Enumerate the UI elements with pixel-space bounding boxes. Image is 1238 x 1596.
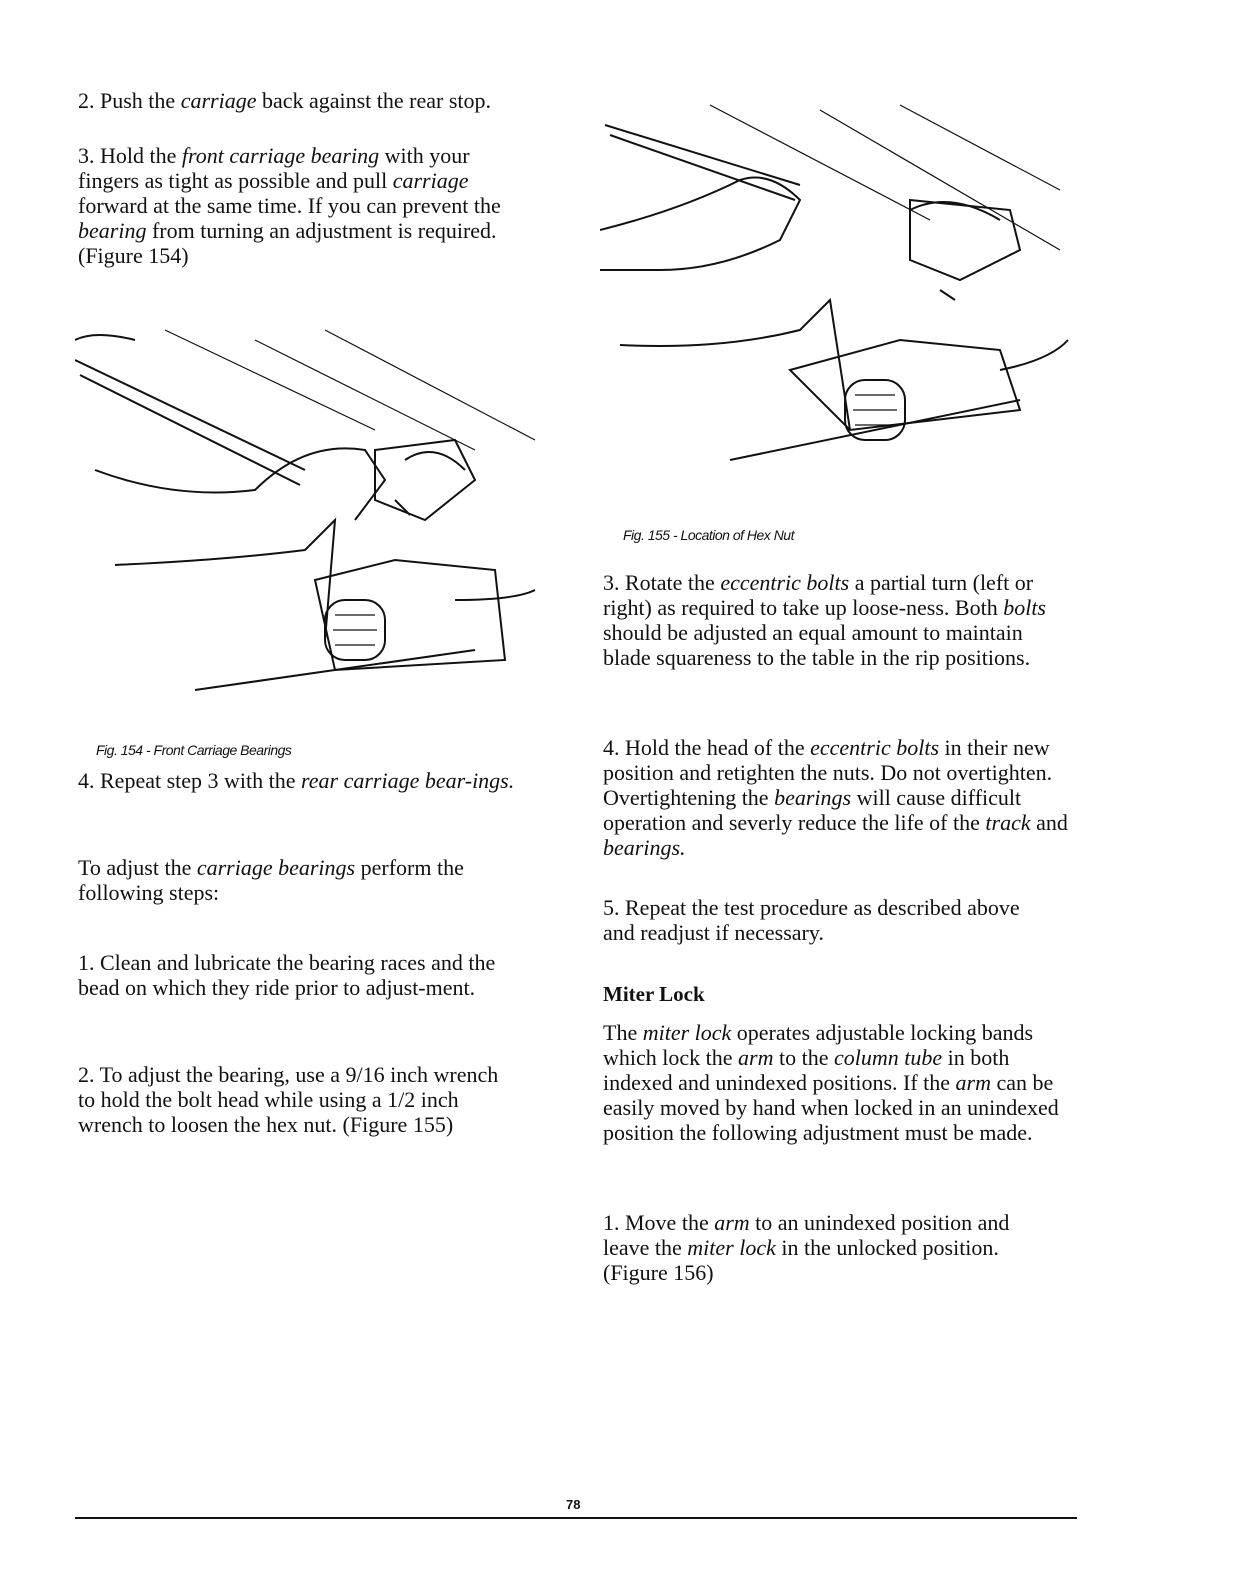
text-segment: forward at the same time. If you can prevent the — [78, 193, 501, 218]
text-segment: The — [603, 1020, 643, 1045]
emphasized-term: miter lock — [687, 1235, 776, 1260]
text-segment: should be adjusted an equal amount to maintain blade squareness to the table in the rip positions. — [603, 620, 1031, 670]
emphasized-term: bolts — [1003, 595, 1046, 620]
text-segment: 5. Repeat the test procedure as described above and readjust if necessary. — [603, 895, 1020, 945]
figure-155-caption: Fig. 155 - Location of Hex Nut — [623, 527, 794, 543]
text-segment: to an unindexed position and leave the — [603, 1210, 1010, 1260]
miter-lock-description — [603, 1020, 1068, 1145]
figure-155-hex-nut-location — [600, 100, 1070, 470]
emphasized-term: carriage — [180, 88, 257, 113]
emphasized-term: bearings. — [603, 835, 686, 860]
step-2-push-carriage — [78, 88, 548, 113]
step-2-adjust-wrench — [78, 1062, 518, 1137]
adjust-intro — [78, 855, 528, 905]
section-heading-miter-lock: Miter Lock — [603, 982, 705, 1006]
emphasized-term: front carriage bearing — [181, 143, 380, 168]
text-segment: operates adjustable locking bands which lock the — [603, 1020, 1034, 1070]
text-segment: 3. Rotate the — [603, 570, 721, 595]
page-number: 78 — [566, 1497, 581, 1512]
text-segment: 4. Hold the head of the — [603, 735, 811, 760]
emphasized-term: miter lock — [642, 1020, 732, 1045]
text-segment: 2. To adjust the bearing, use a 9/16 inch wrench to hold the bolt head while using a 1/2 inch wrench to loosen the hex nut. (Figure 155) — [78, 1062, 499, 1137]
text-segment: with your fingers as tight as possible and pull — [78, 143, 470, 193]
step-3-hold-bearing — [78, 143, 533, 268]
emphasized-term: eccentric bolts — [810, 735, 940, 760]
step-5-repeat-test — [603, 895, 1043, 945]
emphasized-term: arm — [738, 1045, 774, 1070]
emphasized-term: track — [985, 810, 1031, 835]
text-segment: in their new position and retighten the nuts. Do not overtighten. Overtightening the — [603, 735, 1053, 810]
text-segment: and — [1030, 810, 1068, 835]
text-segment: 1. Clean and lubricate the bearing races and the bead on which they ride prior to adjust-ment. — [78, 950, 496, 1000]
emphasized-term: carriage bearings — [196, 855, 356, 880]
emphasized-term: carriage — [392, 168, 469, 193]
emphasized-term: column tube — [833, 1045, 943, 1070]
emphasized-term: arm — [714, 1210, 750, 1235]
step-1-clean — [78, 950, 538, 1000]
text-segment: can be easily moved by hand when locked in an unindexed position the following adjustment must be made. — [603, 1070, 1059, 1145]
miter-step-1-move-arm — [603, 1210, 1043, 1285]
emphasized-term: eccentric bolts — [720, 570, 850, 595]
text-segment: from turning an adjustment is required. (Figure 154) — [78, 218, 497, 268]
emphasized-term: bearing — [78, 218, 147, 243]
step-4-hold-bolts — [603, 735, 1078, 860]
text-segment: will cause difficult operation and severly reduce the life of the — [603, 785, 1022, 835]
text-segment: back against the rear stop. — [256, 88, 492, 113]
text-segment: 1. Move the — [603, 1210, 715, 1235]
figure-154-caption: Fig. 154 - Front Carriage Bearings — [96, 742, 292, 758]
text-segment: in the unlocked position. (Figure 156) — [603, 1235, 999, 1285]
text-segment: to the — [773, 1045, 834, 1070]
text-segment: perform the following steps: — [78, 855, 464, 905]
text-segment: 3. Hold the — [78, 143, 182, 168]
text-segment: 4. Repeat step 3 with the — [78, 768, 302, 793]
text-segment: 2. Push the — [78, 88, 181, 113]
emphasized-term: bearings — [774, 785, 852, 810]
emphasized-term: arm — [955, 1070, 991, 1095]
step-4-repeat-rear — [78, 768, 548, 793]
footer-rule — [75, 1517, 1077, 1519]
emphasized-term: rear carriage bear-ings. — [301, 768, 515, 793]
text-segment: To adjust the — [78, 855, 197, 880]
figure-154-front-carriage-bearings — [75, 320, 545, 700]
step-3-rotate-bolts — [603, 570, 1058, 670]
text-segment: in both indexed and unindexed positions. If the — [603, 1045, 1010, 1095]
text-segment: a partial turn (left or right) as required to take up loose-ness. Both — [603, 570, 1034, 620]
